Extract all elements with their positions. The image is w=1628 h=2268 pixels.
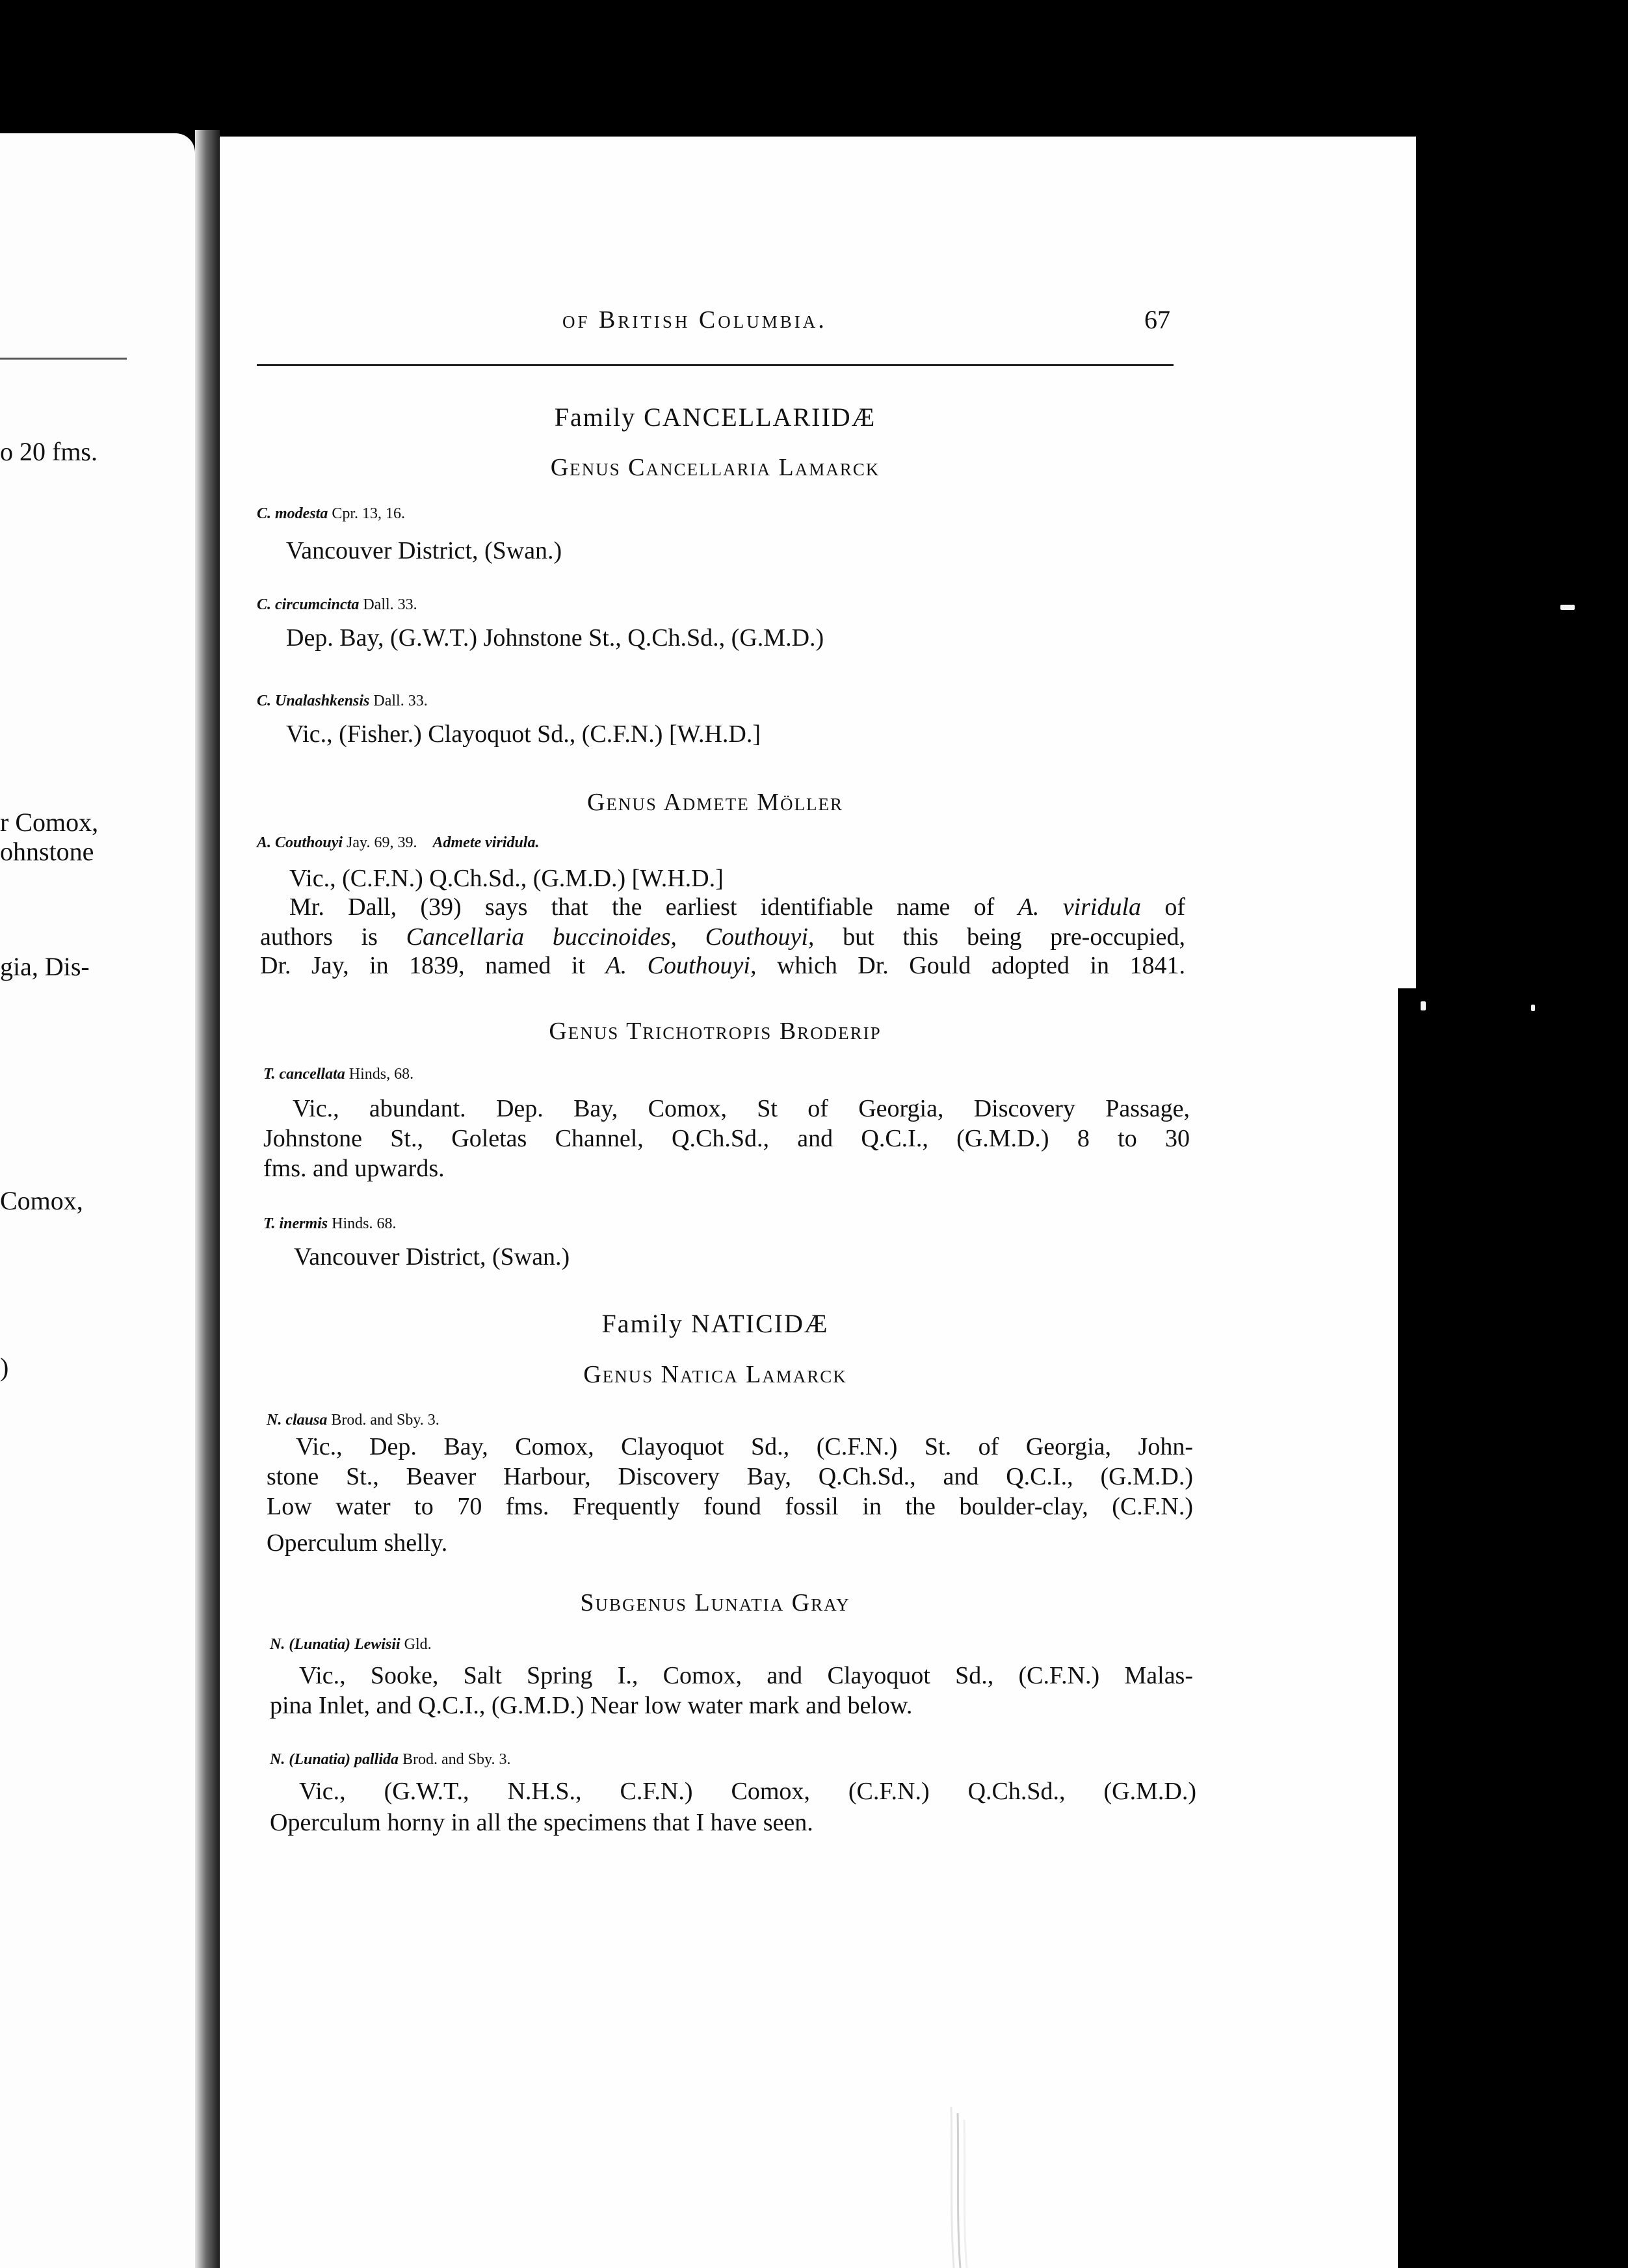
species-reference: Brod. and Sby. 3. <box>402 1751 511 1768</box>
species-reference: Dall. 33. <box>363 596 417 613</box>
species-name: C. modesta <box>257 505 328 522</box>
note-line <box>260 953 1185 978</box>
species-name: N. (Lunatia) Lewisii <box>270 1636 400 1653</box>
species-label <box>263 1216 396 1232</box>
species-reference: Gld. <box>404 1636 432 1653</box>
species-reference: Hinds, 68. <box>348 1066 414 1083</box>
locality-line: Dep. Bay, (G.W.T.) Johnstone St., Q.Ch.Sd., (G.M.D.) <box>286 624 824 652</box>
species-label <box>257 835 539 850</box>
genus-heading: Genus Natica Lamarck <box>583 1361 847 1388</box>
species-name: A. Couthouyi <box>257 834 343 851</box>
species-label <box>257 693 428 709</box>
species-label <box>257 506 405 521</box>
species-name: N. (Lunatia) pallida <box>270 1751 399 1768</box>
species-label <box>270 1637 432 1652</box>
species-reference: Hinds. 68. <box>332 1215 397 1232</box>
species-name: C. circumcincta <box>257 596 360 613</box>
locality-line: Operculum shelly. <box>267 1529 448 1557</box>
left-page-rule <box>0 358 127 360</box>
family-heading: Family NATICIDÆ <box>601 1309 829 1338</box>
left-text-fragment: o 20 fms. <box>0 437 98 466</box>
family-heading: Family CANCELLARIIDÆ <box>554 402 876 432</box>
species-synonym: Admete viridula. <box>432 834 540 851</box>
note-text: authors is <box>260 923 406 951</box>
note-text: which Dr. Gould adopted in 1841. <box>756 952 1186 979</box>
book-gutter <box>195 130 220 2268</box>
note-line <box>289 895 1185 919</box>
note-italic: Cancellaria buccinoides, Couthouyi, <box>406 923 815 951</box>
locality-line: Vancouver District, (Swan.) <box>286 537 562 564</box>
locality-line: fms. and upwards. <box>263 1155 445 1182</box>
running-title <box>562 306 827 334</box>
note-text: Dr. Jay, in 1839, named it <box>260 952 606 979</box>
page-number: 67 <box>1144 305 1170 334</box>
running-title-name: British Columbia. <box>599 306 827 334</box>
note-text: of <box>1141 893 1186 921</box>
locality-line: Vic., Dep. Bay, Comox, Clayoquot Sd., (C.F.N.) St. of Georgia, John- <box>296 1433 1193 1460</box>
note-italic: A. Couthouyi, <box>605 952 757 979</box>
left-text-fragment: r Comox, <box>0 808 99 837</box>
species-name: T. inermis <box>263 1215 328 1232</box>
dust-speck <box>1531 1005 1535 1011</box>
locality-line: Vancouver District, (Swan.) <box>294 1243 570 1271</box>
species-reference: Cpr. 13, 16. <box>332 505 406 522</box>
dust-speck <box>1421 1001 1426 1010</box>
species-reference: Brod. and Sby. 3. <box>331 1412 440 1429</box>
left-text-fragment: ohnstone <box>0 837 94 866</box>
locality-line: stone St., Beaver Harbour, Discovery Bay, Q.Ch.Sd., and Q.C.I., (G.M.D.) <box>267 1463 1193 1490</box>
genus-heading: Genus Trichotropis Broderip <box>549 1018 882 1045</box>
note-line <box>260 925 1185 949</box>
left-page-fragment <box>0 133 195 2268</box>
species-name: T. cancellata <box>263 1066 345 1083</box>
binding-thread <box>946 2107 972 2268</box>
species-label <box>267 1412 440 1428</box>
left-text-fragment: gia, Dis- <box>0 952 90 981</box>
species-label <box>257 597 417 613</box>
locality-line: Vic., (G.W.T., N.H.S., C.F.N.) Comox, (C.F.N.) Q.Ch.Sd., (G.M.D.) <box>299 1778 1196 1805</box>
running-title-of: of <box>562 306 590 334</box>
locality-line: Vic., Sooke, Salt Spring I., Comox, and Clayoquot Sd., (C.F.N.) Malas- <box>299 1662 1193 1689</box>
left-text-fragment: ) <box>0 1352 9 1382</box>
note-text: but this being pre-occupied, <box>814 923 1185 951</box>
locality-line: Johnstone St., Goletas Channel, Q.Ch.Sd., and Q.C.I., (G.M.D.) 8 to 30 <box>263 1125 1190 1152</box>
genus-heading: Genus Cancellaria Lamarck <box>550 454 880 481</box>
subgenus-heading: Subgenus Lunatia Gray <box>580 1589 850 1616</box>
species-label <box>263 1066 414 1082</box>
locality-line: Low water to 70 fms. Frequently found fossil in the boulder-clay, (C.F.N.) <box>267 1493 1193 1520</box>
note-italic: A. viridula <box>1017 893 1142 921</box>
header-rule <box>257 364 1174 366</box>
genus-heading: Genus Admete Möller <box>586 789 844 816</box>
species-reference: Dall. 33. <box>373 692 428 709</box>
page-edge-shadow <box>1398 988 1416 2268</box>
species-name: C. Unalashkensis <box>257 692 370 709</box>
left-text-fragment: Comox, <box>0 1186 83 1215</box>
locality-line: Vic., abundant. Dep. Bay, Comox, St of Georgia, Discovery Passage, <box>293 1095 1190 1122</box>
species-label <box>270 1752 510 1767</box>
note-text: Mr. Dall, (39) says that the earliest identifiable name of <box>289 893 1018 921</box>
locality-line: Operculum horny in all the specimens that I have seen. <box>270 1809 813 1836</box>
species-name: N. clausa <box>267 1412 328 1429</box>
dust-speck <box>1560 605 1575 610</box>
locality-line: pina Inlet, and Q.C.I., (G.M.D.) Near low water mark and below. <box>270 1692 913 1719</box>
locality-line: Vic., (Fisher.) Clayoquot Sd., (C.F.N.) [W.H.D.] <box>286 720 761 748</box>
locality-line: Vic., (C.F.N.) Q.Ch.Sd., (G.M.D.) [W.H.D.] <box>289 865 724 892</box>
species-reference: Jay. 69, 39. <box>347 834 417 851</box>
